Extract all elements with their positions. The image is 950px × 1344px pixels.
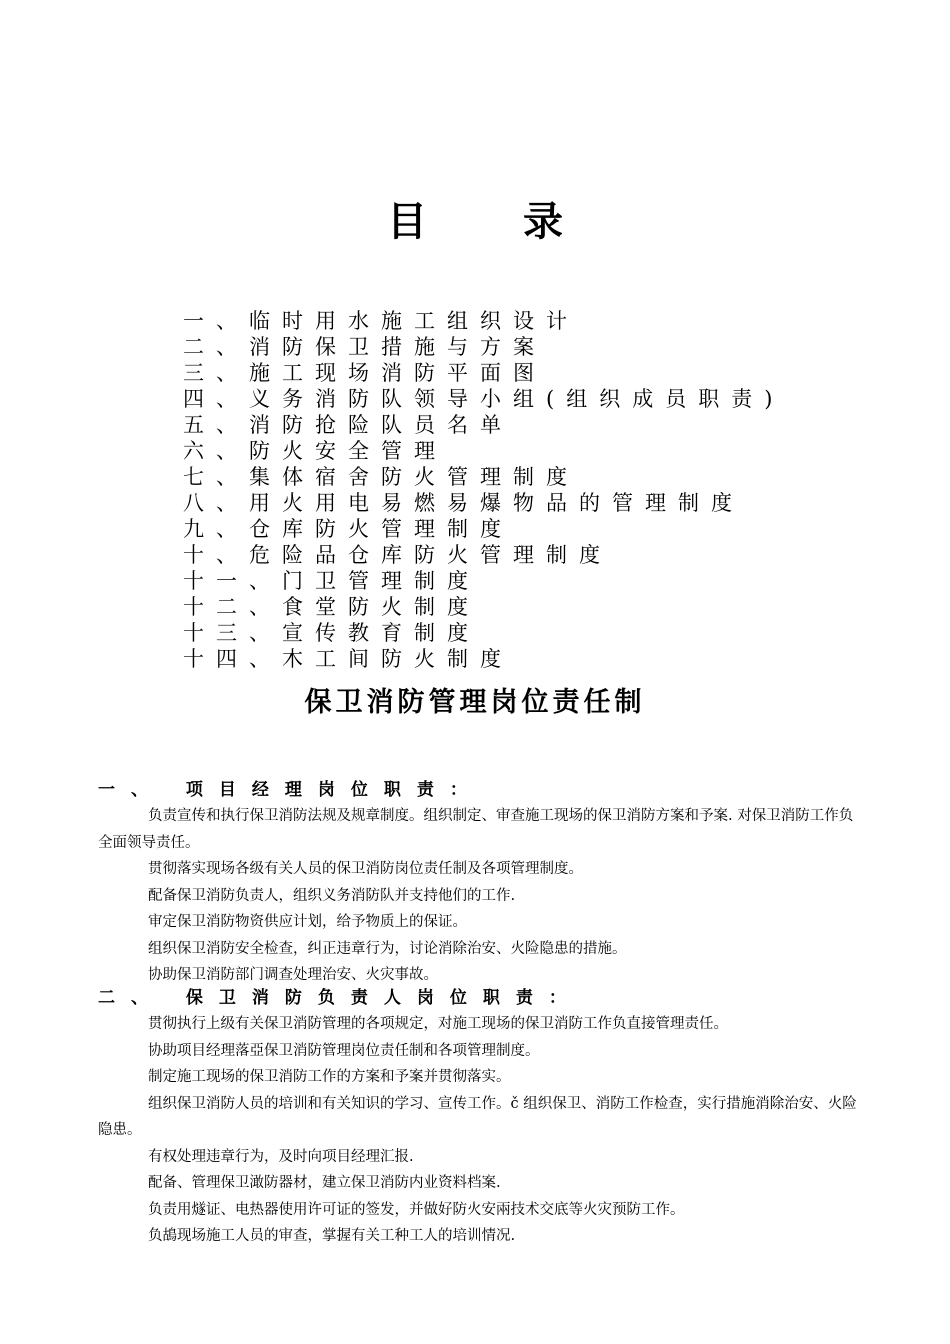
- paragraph: 协助项目经理落亞保卫消防管理岗位责任制和各项管理制度。: [148, 1042, 540, 1059]
- toc-item: 七、集体宿舍防火管理制度: [183, 465, 579, 489]
- toc-item: 一、临时用水施工组织设计: [183, 309, 579, 333]
- toc-item: 六、防火安全管理: [183, 439, 447, 463]
- toc-item: 三、施工现场消防平面图: [183, 361, 546, 385]
- paragraph: 协助保卫消防部门调查处理治安、火灾事故。: [148, 967, 438, 983]
- paragraph: 负责用燧证、电热器使用许可证的签发，并做好防火安兩技术交底等火灾预防工作。: [148, 1201, 685, 1218]
- toc-item: 十二、食堂防火制度: [183, 595, 480, 619]
- paragraph: 制定施工现场的保卫消防工作的方案和予案并贯彻落实。: [148, 1069, 511, 1085]
- toc-item: 八、用火用电易燃易爆物品的管理制度: [183, 491, 744, 515]
- toc-item: 四、义务消防队领导小组(组织成员职责): [183, 387, 785, 411]
- paragraph: 组织保卫消防人员的培训和有关知识的学习、宣传工作。č 组织保卫、消防工作检查，实行措施消除治安、火险隐患。: [98, 1095, 857, 1138]
- toc-title: 目录: [387, 198, 659, 245]
- toc-item: 二、消防保卫措施与方案: [183, 335, 546, 359]
- toc-item: 五、消防抢险队员名单: [183, 413, 513, 437]
- paragraph: 有权处理违章行为，及时向项目经理汇报.: [148, 1148, 414, 1165]
- toc-item: 十一、门卫管理制度: [183, 569, 480, 593]
- toc-item: 十三、宣传教育制度: [183, 621, 480, 645]
- paragraph: 配备保卫消防负责人，组织义务消防队并支持他们的工作.: [148, 887, 516, 904]
- paragraph: 审定保卫消防物资供应计划，给予物质上的保证。: [148, 914, 467, 930]
- paragraph: 贯彻执行上级有关保卫消防管理的各项规定，对施工现场的保卫消防工作负直接管理责任。: [148, 1016, 728, 1032]
- section-heading: 一、 项目经理岗位职责：: [98, 780, 483, 800]
- paragraph: 配备、管理保卫澉防器材，建立保卫消防内业资料档案.: [148, 1175, 501, 1191]
- document-title: 保卫消防管理岗位责任制: [304, 687, 646, 718]
- paragraph: 负责宣传和执行保卫消防法规及规章制度。组织制定、审查施工现场的保卫消防方案和予案. 对保卫消防工作负全面领导责任。: [98, 808, 854, 851]
- paragraph: 组织保卫消防安全检查，纠正违章行为，讨论消除治安、火险隐患的措施。: [148, 940, 627, 957]
- paragraph: 贯彻落实现场各级有关人员的保卫消防岗位责任制及各项管理制度。: [148, 861, 583, 877]
- section-heading: 二、 保卫消防负责人岗位职责：: [98, 988, 582, 1008]
- toc-item: 九、仓库防火管理制度: [183, 517, 513, 541]
- toc-list: [183, 308, 784, 672]
- section-security-officer: [98, 985, 858, 1250]
- toc-item: 十四、木工间防火制度: [183, 647, 513, 671]
- toc-item: 十、危险品仓库防火管理制度: [183, 543, 612, 567]
- paragraph: 负鴣现场施工人员的审查，掌握有关工种工人的培训情况.: [148, 1228, 516, 1244]
- section-project-manager: [98, 777, 858, 989]
